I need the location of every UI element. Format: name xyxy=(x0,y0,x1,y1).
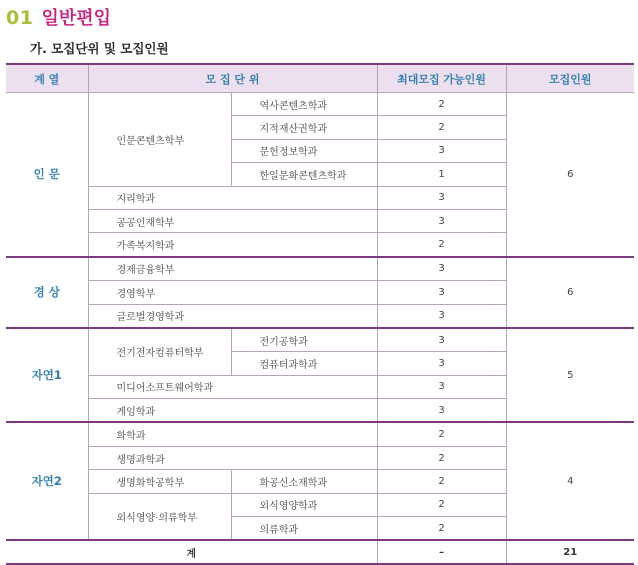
group-science1: 자연1 xyxy=(6,328,88,423)
department-name: 전기공학과 xyxy=(231,328,377,352)
max-capacity: 2 xyxy=(377,93,506,116)
department-name: 의류학과 xyxy=(231,517,377,541)
quota-business: 6 xyxy=(506,257,634,328)
max-capacity: 2 xyxy=(377,422,506,446)
unit-name: 공공인재학부 xyxy=(88,209,377,232)
max-capacity: 3 xyxy=(377,328,506,352)
header-quota: 모집인원 xyxy=(506,64,634,93)
unit-name: 경제금융학부 xyxy=(88,257,377,281)
unit-name: 화학과 xyxy=(88,422,377,446)
unit-name: 게임학과 xyxy=(88,399,377,423)
max-capacity: 3 xyxy=(377,281,506,304)
department-name: 컴퓨터과학과 xyxy=(231,352,377,375)
max-capacity: 3 xyxy=(377,186,506,209)
unit-name: 생명과학과 xyxy=(88,446,377,469)
total-quota: 21 xyxy=(506,540,634,564)
total-row xyxy=(6,540,634,564)
school-name: 외식영양·의류학부 xyxy=(88,493,231,540)
unit-name: 경영학부 xyxy=(88,281,377,304)
max-capacity: 3 xyxy=(377,375,506,398)
school-name: 전기전자컴퓨터학부 xyxy=(88,328,231,375)
section-heading xyxy=(6,4,111,30)
recruitment-table xyxy=(6,63,634,565)
max-capacity: 2 xyxy=(377,470,506,493)
max-capacity: 3 xyxy=(377,304,506,328)
department-name: 한일문화콘텐츠학과 xyxy=(231,163,377,186)
max-capacity: 3 xyxy=(377,139,506,162)
total-max-capacity: – xyxy=(377,540,506,564)
department-name: 역사콘텐츠학과 xyxy=(231,93,377,116)
max-capacity: 2 xyxy=(377,233,506,257)
header-field: 계 열 xyxy=(6,64,88,93)
school-name: 인문콘텐츠학부 xyxy=(88,93,231,187)
header-unit: 모 집 단 위 xyxy=(88,64,377,93)
quota-humanities: 6 xyxy=(506,93,634,257)
max-capacity: 2 xyxy=(377,493,506,516)
total-label: 계 xyxy=(6,540,377,564)
max-capacity: 2 xyxy=(377,517,506,541)
max-capacity: 3 xyxy=(377,257,506,281)
max-capacity: 3 xyxy=(377,399,506,423)
max-capacity: 2 xyxy=(377,116,506,139)
table-row xyxy=(6,422,634,446)
max-capacity: 2 xyxy=(377,446,506,469)
group-business: 경 상 xyxy=(6,257,88,328)
max-capacity: 3 xyxy=(377,352,506,375)
header-max-capacity: 최대모집 가능인원 xyxy=(377,64,506,93)
section-number: 01 xyxy=(6,7,34,29)
unit-name: 글로벌경영학과 xyxy=(88,304,377,328)
quota-science1: 5 xyxy=(506,328,634,423)
group-science2: 자연2 xyxy=(6,422,88,540)
department-name: 화공신소재학과 xyxy=(231,470,377,493)
subsection-title: 가. 모집단위 및 모집인원 xyxy=(30,41,169,56)
unit-name: 미디어소프트웨어학과 xyxy=(88,375,377,398)
unit-name: 가족복지학과 xyxy=(88,233,377,257)
department-name: 외식영양학과 xyxy=(231,493,377,516)
table-row xyxy=(6,93,634,116)
max-capacity: 1 xyxy=(377,163,506,186)
department-name: 지적재산권학과 xyxy=(231,116,377,139)
school-name: 생명화학공학부 xyxy=(88,470,231,493)
quota-science2: 4 xyxy=(506,422,634,540)
table-row xyxy=(6,328,634,352)
max-capacity: 3 xyxy=(377,209,506,232)
table-header-row xyxy=(6,64,634,93)
department-name: 문헌정보학과 xyxy=(231,139,377,162)
group-humanities: 인 문 xyxy=(6,93,88,257)
section-title: 일반편입 xyxy=(41,8,112,29)
table-row xyxy=(6,257,634,281)
unit-name: 지리학과 xyxy=(88,186,377,209)
